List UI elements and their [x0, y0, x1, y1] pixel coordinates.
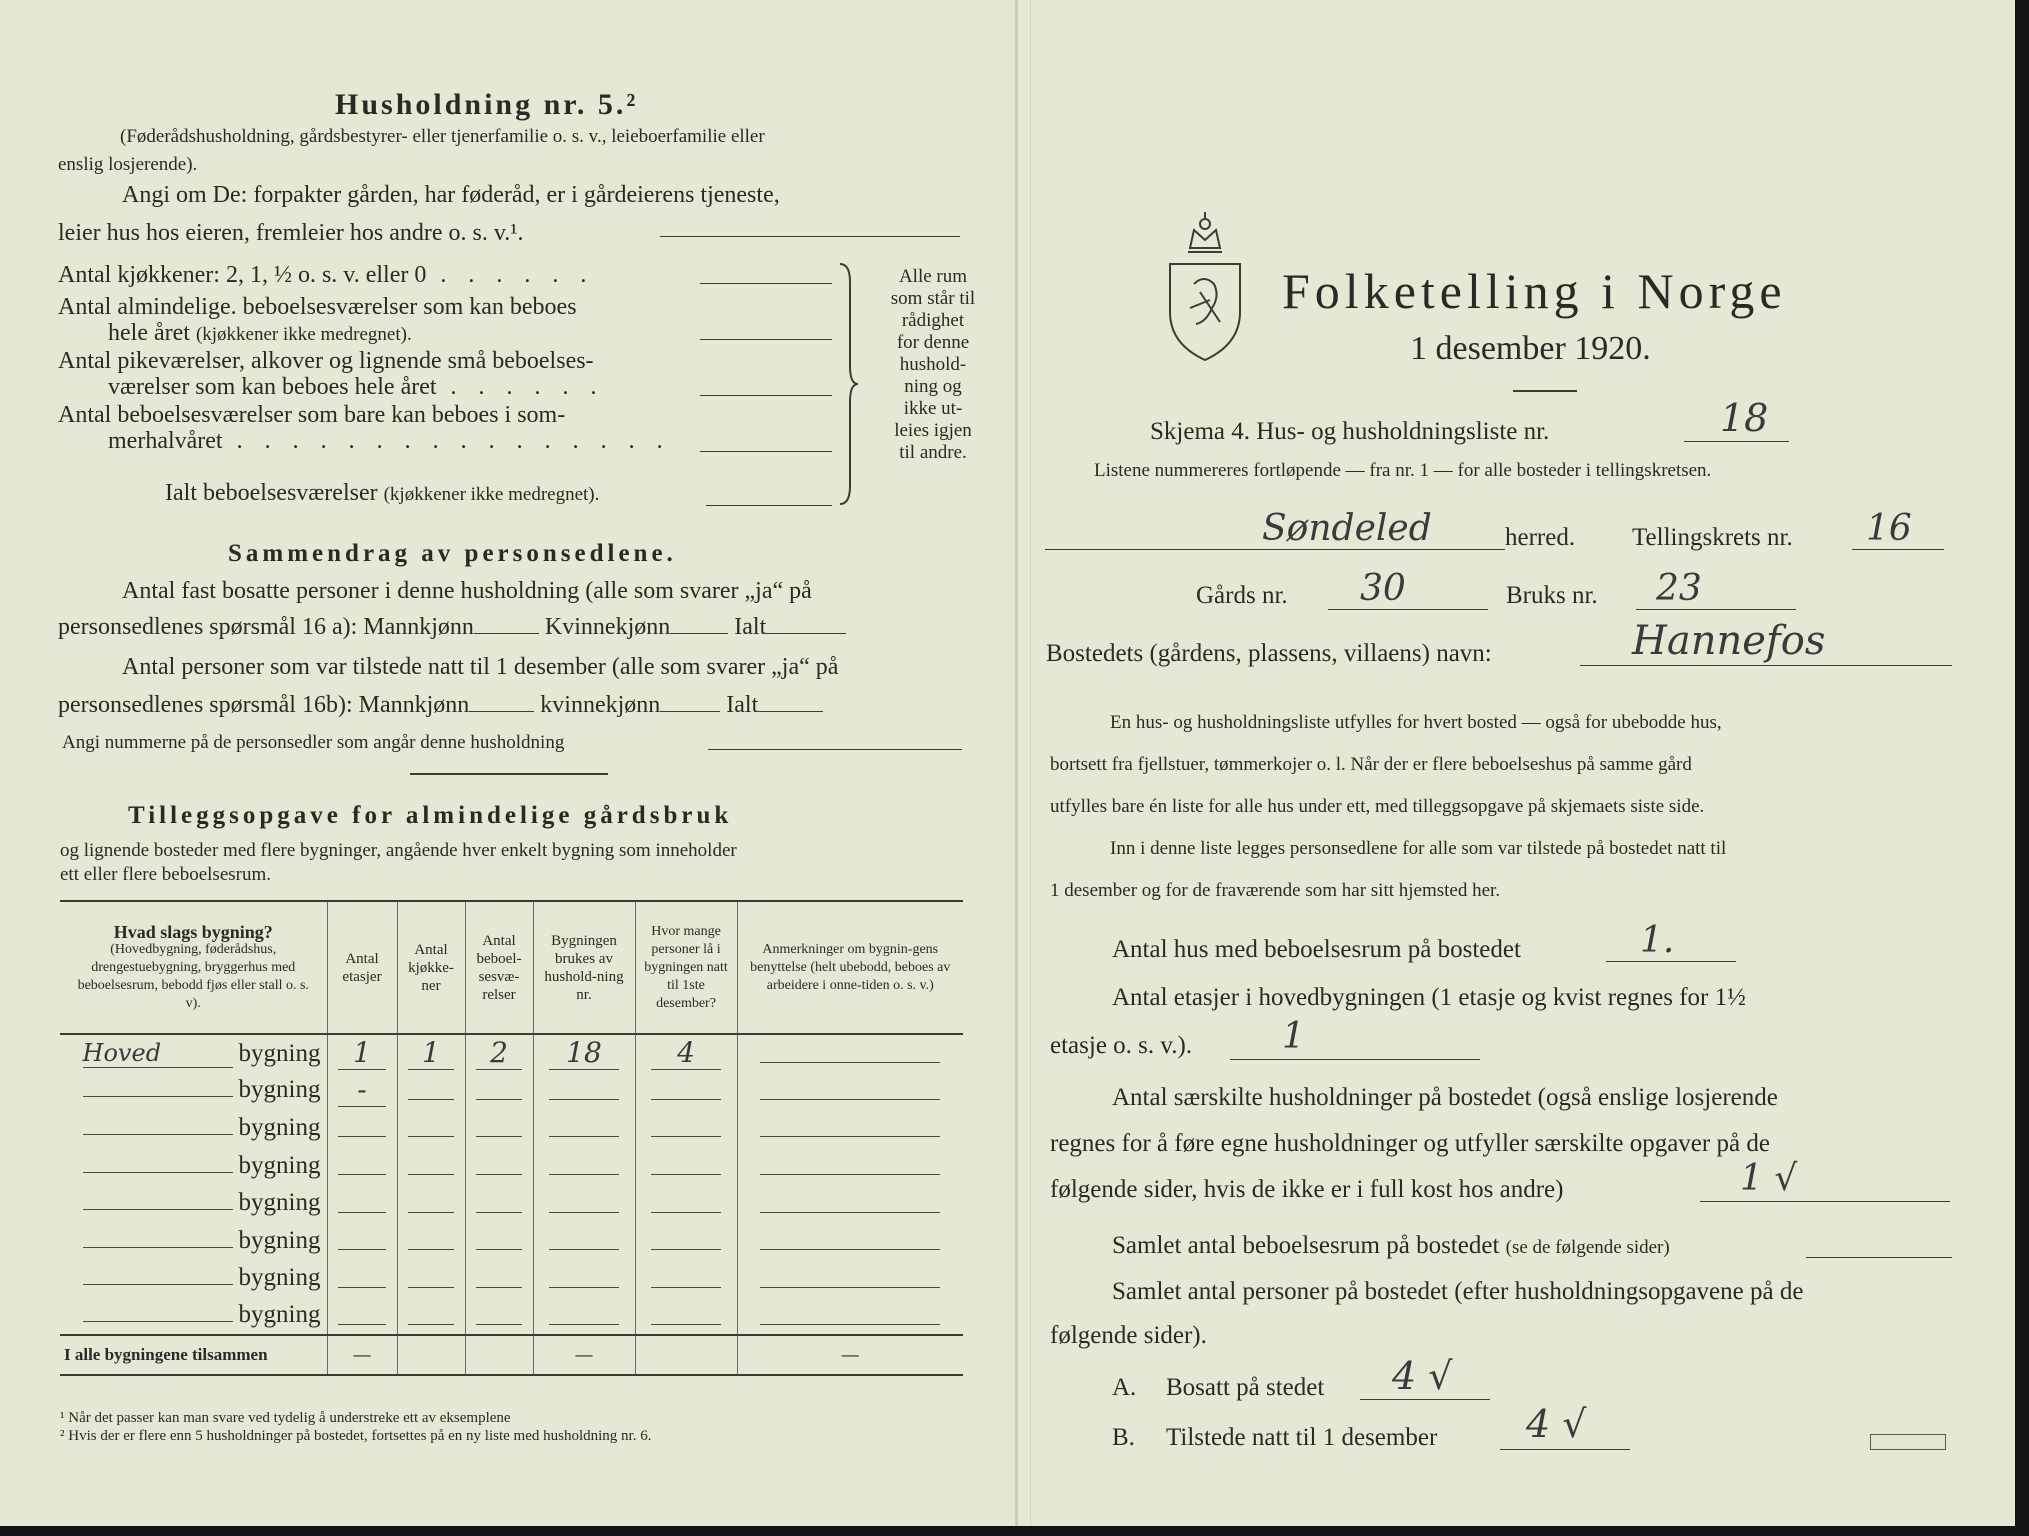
- row-building-name: [83, 1096, 233, 1097]
- row-kitchens-value: [408, 1187, 455, 1213]
- row-rooms-value: [476, 1074, 523, 1100]
- row-household: [533, 1222, 635, 1260]
- rooms-total-answer-line: [1806, 1228, 1952, 1258]
- row-floors-value: [338, 1111, 386, 1137]
- row-kitchens: [397, 1034, 465, 1072]
- row-remarks: [737, 1034, 963, 1072]
- row-rooms: [465, 1147, 533, 1185]
- bosatt-letter: A.: [1112, 1374, 1137, 1401]
- row-building-word: bygning: [238, 1113, 321, 1141]
- row-kitchens: [397, 1147, 465, 1185]
- total-floors: —: [327, 1335, 397, 1375]
- row-building-name: [83, 1284, 233, 1285]
- row-household-value: 18: [549, 1036, 620, 1070]
- households-value: 1 √: [1740, 1158, 1798, 1199]
- row-remarks: [737, 1297, 963, 1335]
- floors-answer-line: [1230, 1030, 1480, 1060]
- row-building-word: bygning: [238, 1226, 321, 1254]
- kitchens-answer-line: [700, 260, 832, 284]
- row-floors: [327, 1297, 397, 1335]
- row-remarks: [737, 1147, 963, 1185]
- row-household-value: [549, 1111, 620, 1137]
- row-building-name: [83, 1134, 233, 1135]
- row-persons-value: [651, 1224, 722, 1250]
- col-building-type: Hvad slags bygning? (Hovedbygning, føderådshus, drengestuebygning, bryggerhus med beboelsesrum, bebodd fjøs eller stall o. s. v).: [60, 901, 327, 1034]
- herred-value: Søndeled: [1262, 508, 1432, 549]
- coat-of-arms-icon: [1160, 212, 1250, 364]
- ordinary-rooms-answer-line: [700, 316, 832, 340]
- form-date: 1 desember 1920.: [1410, 330, 1651, 367]
- form-title: Folketelling i Norge: [1282, 263, 1787, 319]
- row-floors: [327, 1034, 397, 1072]
- row-persons-value: 4: [651, 1036, 722, 1070]
- row-building-word: bygning: [238, 1301, 321, 1329]
- row-kitchens-value: [408, 1224, 455, 1250]
- row-remarks: [737, 1260, 963, 1298]
- row-building: [60, 1260, 327, 1298]
- row-building-name: [83, 1247, 233, 1248]
- tilstede-label: Tilstede natt til 1 desember: [1166, 1424, 1438, 1451]
- instruction-line-1: En hus- og husholdningsliste utfylles for hvert bosted — også for ubebodde hus,: [1110, 712, 1722, 733]
- row-remarks-value: [760, 1262, 940, 1288]
- tilstede-value: 4 √: [1526, 1402, 1587, 1446]
- row-household: [533, 1147, 635, 1185]
- row-remarks: [737, 1222, 963, 1260]
- row-building-name: [83, 1321, 233, 1322]
- intro-line-1: (Føderådshusholdning, gårdsbestyrer- eller tjenerfamilie o. s. v., leieboerfamilie eller: [120, 126, 765, 147]
- persons-line-1: Samlet antal personer på bostedet (efter husholdningsopgavene på de: [1112, 1278, 1804, 1305]
- row-floors: [327, 1222, 397, 1260]
- row-kitchens-value: [408, 1149, 455, 1175]
- row-rooms: [465, 1260, 533, 1298]
- brace-icon: [836, 262, 860, 506]
- row-household: [533, 1260, 635, 1298]
- krets-label: Tellingskrets nr.: [1632, 524, 1793, 551]
- row-persons-value: [651, 1262, 722, 1288]
- row-remarks-value: [760, 1224, 940, 1250]
- households-line-3: følgende sider, hvis de ikke er i full kost hos andre): [1050, 1176, 1564, 1203]
- footnote-1: ¹ Når det passer kan man svare ved tydelig å understreke ett av eksemplene: [60, 1410, 511, 1426]
- row-kitchens: [397, 1184, 465, 1222]
- row-kitchens-value: [408, 1262, 455, 1288]
- bosted-value: Hannefos: [1632, 618, 1826, 664]
- row-building-name: [83, 1172, 233, 1173]
- intro-line-2: enslig losjerende).: [58, 154, 198, 175]
- row-building-name: [83, 1209, 233, 1210]
- houses-label: Antal hus med beboelsesrum på bostedet: [1112, 936, 1521, 963]
- maid-rooms-label-1: Antal pikeværelser, alkover og lignende små beboelses-: [58, 348, 594, 374]
- ordinary-rooms-label-1: Antal almindelige. beboelsesværelser som kan beboes: [58, 294, 577, 320]
- supplement-heading: Tilleggsopgave for almindelige gårdsbruk: [128, 802, 733, 829]
- row-rooms: [465, 1222, 533, 1260]
- summary-heading: Sammendrag av personsedlene.: [228, 540, 677, 567]
- row-household: [533, 1072, 635, 1110]
- building-table: [60, 900, 963, 1376]
- household-heading: Husholdning nr. 5.²: [335, 88, 639, 121]
- row-persons-value: [651, 1187, 722, 1213]
- col-kitchens: Antal kjøkke-ner: [397, 901, 465, 1034]
- instruction-line-5: 1 desember og for de fraværende som har sitt hjemsted her.: [1050, 880, 1501, 901]
- row-household: [533, 1184, 635, 1222]
- row-rooms: [465, 1297, 533, 1335]
- row-floors: [327, 1147, 397, 1185]
- title-divider: [1513, 390, 1577, 392]
- instruction-line-3: utfylles bare én liste for alle hus under ett, med tilleggsopgave på skjemaets siste side.: [1050, 796, 1705, 817]
- row-persons: [635, 1072, 737, 1110]
- row-persons-value: [651, 1111, 722, 1137]
- row-rooms-value: [476, 1262, 523, 1288]
- row-kitchens-value: 1: [408, 1036, 455, 1070]
- row-rooms-value: 2: [476, 1036, 523, 1070]
- row-floors: [327, 1260, 397, 1298]
- row-building: [60, 1147, 327, 1185]
- table-row: [60, 1297, 963, 1335]
- row-building: [60, 1222, 327, 1260]
- households-line-2: regnes for å føre egne husholdninger og utfyller særskilte opgaver på de: [1050, 1130, 1770, 1157]
- row-floors-value: [338, 1187, 386, 1213]
- row-household: [533, 1297, 635, 1335]
- settled-line-2: personsedlenes spørsmål 16 a): Mannkjønn Kvinnekjønn Ialt: [58, 614, 846, 641]
- row-building: [60, 1184, 327, 1222]
- numbering-note: Listene nummereres fortløpende — fra nr. 1 — for alle bosteder i tellingskretsen.: [1094, 460, 1712, 481]
- row-rooms-value: [476, 1224, 523, 1250]
- row-building-word: bygning: [238, 1189, 321, 1217]
- row-building-word: bygning: [238, 1264, 321, 1292]
- total-remarks: —: [737, 1335, 963, 1375]
- row-persons: [635, 1184, 737, 1222]
- row-rooms-value: [476, 1299, 523, 1325]
- table-row: [60, 1260, 963, 1298]
- row-remarks-value: [760, 1074, 940, 1100]
- ask-line-1: Angi om De: forpakter gården, har føderåd, er i gårdeierens tjeneste,: [122, 182, 780, 208]
- summer-rooms-label-2: merhalvåret . . . . . . . . . . . . . . . .: [108, 428, 671, 454]
- table-row: [60, 1222, 963, 1260]
- row-persons: [635, 1222, 737, 1260]
- row-floors: [327, 1072, 397, 1110]
- maid-rooms-label-2: værelser som kan beboes hele året . . . . . .: [108, 374, 605, 400]
- total-rooms-answer-line: [706, 482, 832, 506]
- row-kitchens: [397, 1109, 465, 1147]
- floors-line-1: Antal etasjer i hovedbygningen (1 etasje og kvist regnes for 1½: [1112, 984, 1746, 1011]
- instruction-line-4: Inn i denne liste legges personsedlene for alle som var tilstede på bostedet natt til: [1110, 838, 1727, 859]
- row-rooms: [465, 1109, 533, 1147]
- table-row: [60, 1034, 963, 1072]
- table-row: [60, 1072, 963, 1110]
- supplement-line-1: og lignende bosteder med flere bygninger, angående hver enkelt bygning som inneholder: [60, 840, 737, 861]
- footnote-2: ² Hvis der er flere enn 5 husholdninger på bostedet, fortsettes på en ny liste med husholdning nr. 6.: [60, 1428, 652, 1444]
- row-persons: [635, 1297, 737, 1335]
- gards-label: Gårds nr.: [1196, 582, 1288, 609]
- row-persons: [635, 1109, 737, 1147]
- row-rooms: [465, 1184, 533, 1222]
- row-building: [60, 1297, 327, 1335]
- row-persons-value: [651, 1299, 722, 1325]
- tilstede-letter: B.: [1112, 1424, 1135, 1451]
- row-remarks: [737, 1184, 963, 1222]
- summer-rooms-answer-line: [700, 428, 832, 452]
- houses-value: 1.: [1640, 920, 1675, 961]
- row-floors-value: -: [338, 1073, 386, 1107]
- table-row: [60, 1184, 963, 1222]
- persons-line-2: følgende sider).: [1050, 1322, 1207, 1349]
- total-label: I alle bygningene tilsammen: [60, 1335, 327, 1375]
- row-floors-value: [338, 1262, 386, 1288]
- ask-answer-line: [660, 215, 960, 237]
- floors-value: 1: [1282, 1016, 1305, 1057]
- row-household-value: [549, 1224, 620, 1250]
- total-rooms: [465, 1335, 533, 1375]
- row-floors: [327, 1184, 397, 1222]
- row-kitchens: [397, 1297, 465, 1335]
- row-remarks-value: [760, 1111, 940, 1137]
- ask-line-2: leier hus hos eieren, fremleier hos andre o. s. v.¹.: [58, 220, 524, 246]
- row-remarks-value: [760, 1299, 940, 1325]
- row-building: [60, 1034, 327, 1072]
- settled-line-1: Antal fast bosatte personer i denne husholdning (alle som svarer „ja“ på: [122, 578, 812, 604]
- bruks-label: Bruks nr.: [1506, 582, 1598, 609]
- row-household: [533, 1109, 635, 1147]
- instruction-line-2: bortsett fra fjellstuer, tømmerkojer o. l. Når der er flere beboelseshus på samme gård: [1050, 754, 1692, 775]
- row-rooms-value: [476, 1111, 523, 1137]
- page-fold-shadow: [1030, 0, 1031, 1536]
- row-rooms-value: [476, 1187, 523, 1213]
- col-used-by: Bygningen brukes av hushold-ning nr.: [533, 901, 635, 1034]
- page-fold: [1015, 0, 1018, 1536]
- row-building-word: bygning: [238, 1076, 321, 1104]
- bruks-value: 23: [1656, 568, 1702, 609]
- maid-rooms-answer-line: [700, 372, 832, 396]
- section-divider: [410, 773, 608, 775]
- row-remarks: [737, 1072, 963, 1110]
- row-rooms: [465, 1034, 533, 1072]
- numbers-line: Angi nummerne på de personsedler som angår denne husholdning: [62, 732, 565, 753]
- row-kitchens: [397, 1260, 465, 1298]
- schema-value: 18: [1720, 396, 1769, 440]
- floors-line-2: etasje o. s. v.).: [1050, 1032, 1193, 1059]
- total-household: —: [533, 1335, 635, 1375]
- row-floors: [327, 1109, 397, 1147]
- col-remarks: Anmerkninger om bygnin-gens benyttelse (helt ubebodd, beboes av arbeidere i onne-tiden o. s. v.): [737, 901, 963, 1034]
- krets-value: 16: [1866, 508, 1912, 549]
- numbers-answer-line: [708, 728, 962, 750]
- row-household-value: [549, 1187, 620, 1213]
- row-building-word: bygning: [238, 1039, 321, 1067]
- row-kitchens: [397, 1072, 465, 1110]
- bosted-label: Bostedets (gårdens, plassens, villaens) navn:: [1046, 640, 1492, 667]
- summer-rooms-label-1: Antal beboelsesværelser som bare kan beboes i som-: [58, 402, 566, 428]
- row-rooms-value: [476, 1149, 523, 1175]
- bosatt-value: 4 √: [1392, 1354, 1453, 1398]
- row-floors-value: [338, 1224, 386, 1250]
- row-household-value: [549, 1262, 620, 1288]
- gards-value: 30: [1360, 568, 1406, 609]
- row-floors-value: 1: [338, 1036, 386, 1070]
- kitchens-label: Antal kjøkkener: 2, 1, ½ o. s. v. eller 0 . . . . . .: [58, 262, 595, 288]
- bosatt-label: Bosatt på stedet: [1166, 1374, 1325, 1401]
- row-rooms: [465, 1072, 533, 1110]
- row-floors-value: [338, 1149, 386, 1175]
- present-line-2: personsedlenes spørsmål 16b): Mannkjønn kvinnekjønn Ialt: [58, 692, 823, 719]
- row-building: [60, 1072, 327, 1110]
- schema-label: Skjema 4. Hus- og husholdningsliste nr.: [1150, 418, 1550, 445]
- row-remarks-value: [760, 1187, 940, 1213]
- total-rooms-label: Ialt beboelsesværelser (kjøkkener ikke medregnet).: [165, 480, 600, 506]
- gards-answer-line: [1328, 580, 1488, 610]
- households-answer-line: [1700, 1170, 1950, 1202]
- row-household: [533, 1034, 635, 1072]
- row-household-value: [549, 1149, 620, 1175]
- row-remarks-value: [760, 1149, 940, 1175]
- table-total-row: [60, 1335, 963, 1375]
- row-persons: [635, 1034, 737, 1072]
- total-persons: [635, 1335, 737, 1375]
- col-rooms: Antal beboel-sesvæ-relser: [465, 901, 533, 1034]
- row-remarks: [737, 1109, 963, 1147]
- row-kitchens: [397, 1222, 465, 1260]
- printer-stamp: [1870, 1434, 1946, 1450]
- col-floors: Antal etasjer: [327, 901, 397, 1034]
- col-persons: Hvor mange personer lå i bygningen natt til 1ste desember?: [635, 901, 737, 1034]
- table-row: [60, 1109, 963, 1147]
- row-persons: [635, 1260, 737, 1298]
- herred-label: herred.: [1505, 524, 1576, 551]
- present-line-1: Antal personer som var tilstede natt til 1 desember (alle som svarer „ja“ på: [122, 654, 839, 680]
- ordinary-rooms-label-2: hele året (kjøkkener ikke medregnet).: [108, 320, 412, 346]
- row-floors-value: [338, 1299, 386, 1325]
- table-row: [60, 1147, 963, 1185]
- total-kitchens: [397, 1335, 465, 1375]
- row-household-value: [549, 1074, 620, 1100]
- row-persons: [635, 1147, 737, 1185]
- row-kitchens-value: [408, 1074, 455, 1100]
- row-household-value: [549, 1299, 620, 1325]
- row-building: [60, 1109, 327, 1147]
- row-persons-value: [651, 1149, 722, 1175]
- row-persons-value: [651, 1074, 722, 1100]
- rooms-total-label: Samlet antal beboelsesrum på bostedet (se de følgende sider): [1112, 1232, 1670, 1259]
- row-building-name: Hoved: [83, 1039, 233, 1068]
- brace-note: Alle rum som står til rådighet for denne hushold- ning og ikke ut- leies igjen til andre.: [890, 266, 976, 463]
- households-line-1: Antal særskilte husholdninger på bostedet (også enslige losjerende: [1112, 1084, 1778, 1111]
- row-remarks-value: [760, 1037, 940, 1063]
- row-kitchens-value: [408, 1111, 455, 1137]
- row-kitchens-value: [408, 1299, 455, 1325]
- row-building-word: bygning: [238, 1151, 321, 1179]
- supplement-line-2: ett eller flere beboelsesrum.: [60, 864, 272, 885]
- table-header-row: [60, 901, 963, 1034]
